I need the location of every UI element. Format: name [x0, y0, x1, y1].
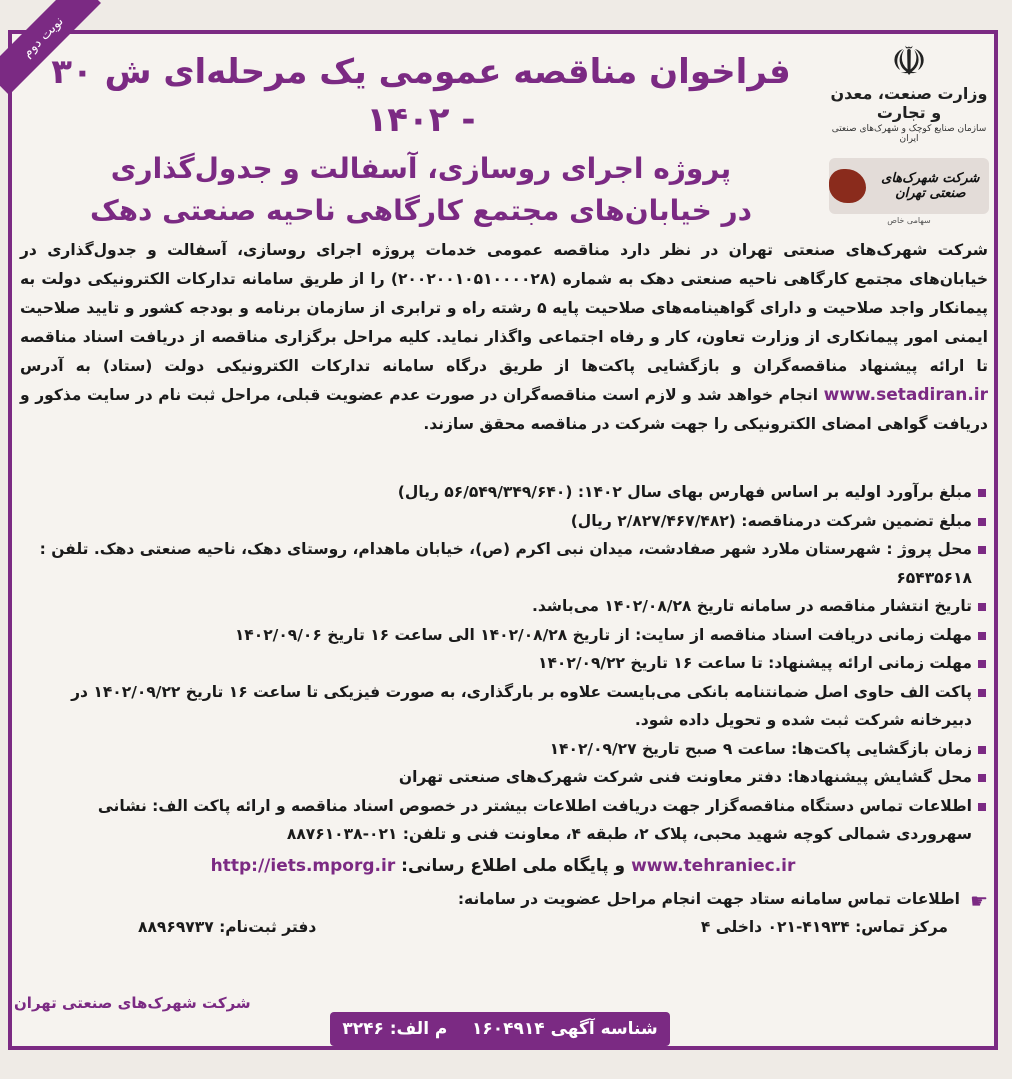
portal-link[interactable]: http://iets.mporg.ir [210, 855, 396, 876]
setad-contact-heading: اطلاعات تماس سامانه ستاد جهت انجام مراحل عضویت در سامانه: [457, 889, 960, 908]
list-item: زمان بازگشایی پاکت‌ها: ساعت ۹ صبح تاریخ ۱۴۰۲/۰۹/۲۷ [18, 735, 988, 764]
footer-company-name: شرکت شهرک‌های صنعتی تهران [14, 994, 251, 1012]
list-item: مبلغ تضمین شرکت درمناقصه: (۲/۸۲۷/۴۶۷/۴۸۲ ریال) [18, 507, 988, 536]
details-list [18, 478, 988, 942]
round-badge: نوبت دوم [0, 0, 101, 95]
pointing-hand-icon: ☛ [970, 888, 988, 913]
list-item: پاکت الف حاوی اصل ضمانتنامه بانکی می‌بایست علاوه بر بارگذاری، به صورت فیزیکی تا ساعت ۱۶ تاریخ ۱۴۰۲/۰۹/۲۲ در دبیرخانه شرکت ثبت شده و تحویل داده شود. [18, 678, 988, 735]
company-logo-text: شرکت شهرک‌های صنعتی تهران [881, 171, 980, 201]
intro-paragraph [20, 236, 988, 439]
ad-id-bar [330, 1012, 670, 1046]
registration-office: دفتر ثبت‌نام: ۸۸۹۶۹۷۳۷ [138, 918, 317, 936]
setad-link[interactable]: www.setadiran.ir [823, 385, 988, 405]
title-block [40, 48, 802, 232]
company-logo [829, 158, 989, 214]
iran-emblem-icon: ☫ [891, 39, 927, 85]
ad-code: م الف: ۳۲۴۶ [342, 1019, 448, 1039]
list-item: مهلت زمانی دریافت اسناد مناقصه از سایت: از تاریخ ۱۴۰۲/۰۸/۲۸ الی ساعت ۱۶ تاریخ ۱۴۰۲/۰۹/۰۶ [18, 621, 988, 650]
list-item: محل گشایش پیشنهادها: دفتر معاونت فنی شرکت شهرک‌های صنعتی تهران [18, 763, 988, 792]
subtitle-line-1: پروژه اجرای روسازی، آسفالت و جدول‌گذاری [110, 152, 732, 185]
list-item: مهلت زمانی ارائه پیشنهاد: تا ساعت ۱۶ تاریخ ۱۴۰۲/۰۹/۲۲ [18, 649, 988, 678]
list-item: مبلغ برآورد اولیه بر اساس فهارس بهای سال ۱۴۰۲: (۵۶/۵۴۹/۳۴۹/۶۴۰ ریال) [18, 478, 988, 507]
company-website-link[interactable]: www.tehraniec.ir [631, 855, 796, 876]
main-title: فراخوان مناقصه عمومی یک مرحله‌ای ش ۳۰ - ۱۴۰۲ [51, 52, 791, 140]
logo-column [824, 40, 994, 225]
websites-line [18, 849, 988, 883]
intro-text-part2: انجام خواهد شد و لازم است مناقصه‌گران در صورت عدم عضویت قبلی، مراحل ثبت نام در سایت مذکور و دریافت گواهی امضای الکترونیکی را جهت شرکت در مناقصه محقق سازند. [20, 386, 988, 433]
list-item: محل پروژ : شهرستان ملارد شهر صفادشت، میدان نبی اکرم (ص)، خیابان ماهدام، روستای دهک، ناحیه صنعتی دهک. تلفن : ۶۵۴۳۵۶۱۸ [18, 535, 988, 592]
company-logo-caption: سهامی خاص [887, 216, 931, 225]
setad-contact-row [18, 913, 988, 942]
list-item: تاریخ انتشار مناقصه در سامانه تاریخ ۱۴۰۲/۰۸/۲۸ می‌باشد. [18, 592, 988, 621]
portal-label: و پایگاه ملی اطلاع رسانی: [401, 855, 626, 876]
intro-text-part1: شرکت شهرک‌های صنعتی تهران در نظر دارد مناقصه عمومی خدمات پروژه اجرای روسازی، آسفالت و جدول‌گذاری در خیابان‌های مجتمع کارگاهی ناحیه صنعتی دهک به شماره (۲۰۰۲۰۰۱۰۵۱۰۰۰۰۲۸) را از طریق سامانه تدارکات الکترونیکی دولت به پیمانکار واجد صلاحیت و دارای گواهینامه‌های صلاحیت پایه ۵ رشته راه و ترابری از سازمان برنامه و بودجه کشور و تایید صلاحیت ایمنی امور پیمانکاری از وزارت تعاون، کار و رفاه اجتماعی واگذار نماید. کلیه مراحل برگزاری مناقصه از دریافت اسناد مناقصه تا ارائه پیشنهاد مناقصه‌گران و بازگشایی پاکت‌ها از طریق درگاه سامانه تدارکات الکترونیکی دولت (ستاد) به آدرس [20, 241, 988, 375]
subtitle-line-2: در خیابان‌های مجتمع کارگاهی ناحیه صنعتی دهک [89, 194, 753, 227]
ministry-name: وزارت صنعت، معدن و تجارت [830, 84, 988, 122]
ministry-subtitle: سازمان صنایع کوچک و شهرک‌های صنعتی ایران [831, 124, 987, 144]
list-item: اطلاعات تماس دستگاه مناقصه‌گزار جهت دریافت اطلاعات بیشتر در خصوص اسناد مناقصه و ارائه پاکت الف: نشانی سهروردی شمالی کوچه شهید محبی، پلاک ۲، طبقه ۴، معاونت فنی و تلفن: ۰۲۱-۸۸۷۶۱۰۳۸ [18, 792, 988, 849]
setad-contact [18, 885, 988, 914]
ad-id: شناسه آگهی ۱۶۰۴۹۱۴ [472, 1019, 658, 1039]
call-center: مرکز تماس: ۴۱۹۳۴-۰۲۱ داخلی ۴ [700, 918, 948, 936]
iran-map-icon [829, 169, 866, 203]
